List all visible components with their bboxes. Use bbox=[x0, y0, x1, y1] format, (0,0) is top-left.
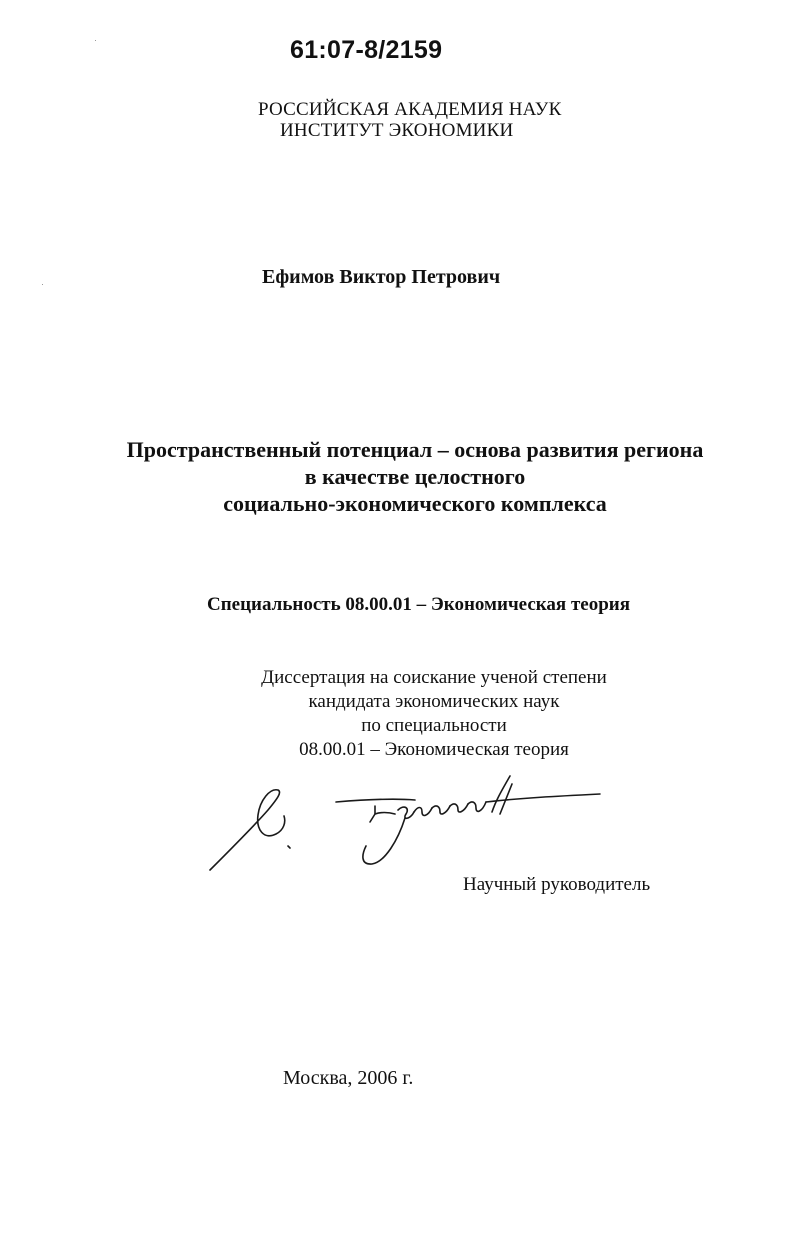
organization-name: РОССИЙСКАЯ АКАДЕМИЯ НАУК bbox=[258, 99, 562, 120]
scan-speck bbox=[42, 284, 43, 285]
archive-stamp-number: 61:07-8/2159 bbox=[290, 36, 443, 64]
scan-speck bbox=[95, 40, 96, 41]
institute-name: ИНСТИТУТ ЭКОНОМИКИ bbox=[280, 120, 514, 141]
author-name: Ефимов Виктор Петрович bbox=[262, 266, 501, 288]
description-line: Диссертация на соискание ученой степени bbox=[261, 667, 607, 688]
dissertation-title bbox=[0, 436, 796, 517]
title-line: в качестве целостного bbox=[304, 464, 526, 489]
city-and-year: Москва, 2006 г. bbox=[283, 1067, 414, 1089]
dissertation-description bbox=[226, 666, 642, 762]
description-line: по специальности bbox=[361, 715, 507, 736]
advisor-label: Научный руководитель bbox=[463, 874, 651, 895]
description-line: кандидата экономических наук bbox=[308, 691, 560, 712]
specialty-line: Специальность 08.00.01 – Экономическая теория bbox=[207, 594, 631, 615]
title-line: Пространственный потенциал – основа развития региона bbox=[126, 437, 704, 462]
description-line: 08.00.01 – Экономическая теория bbox=[299, 739, 569, 760]
title-line: социально-экономического комплекса bbox=[223, 491, 607, 516]
handwritten-signature bbox=[200, 770, 610, 880]
